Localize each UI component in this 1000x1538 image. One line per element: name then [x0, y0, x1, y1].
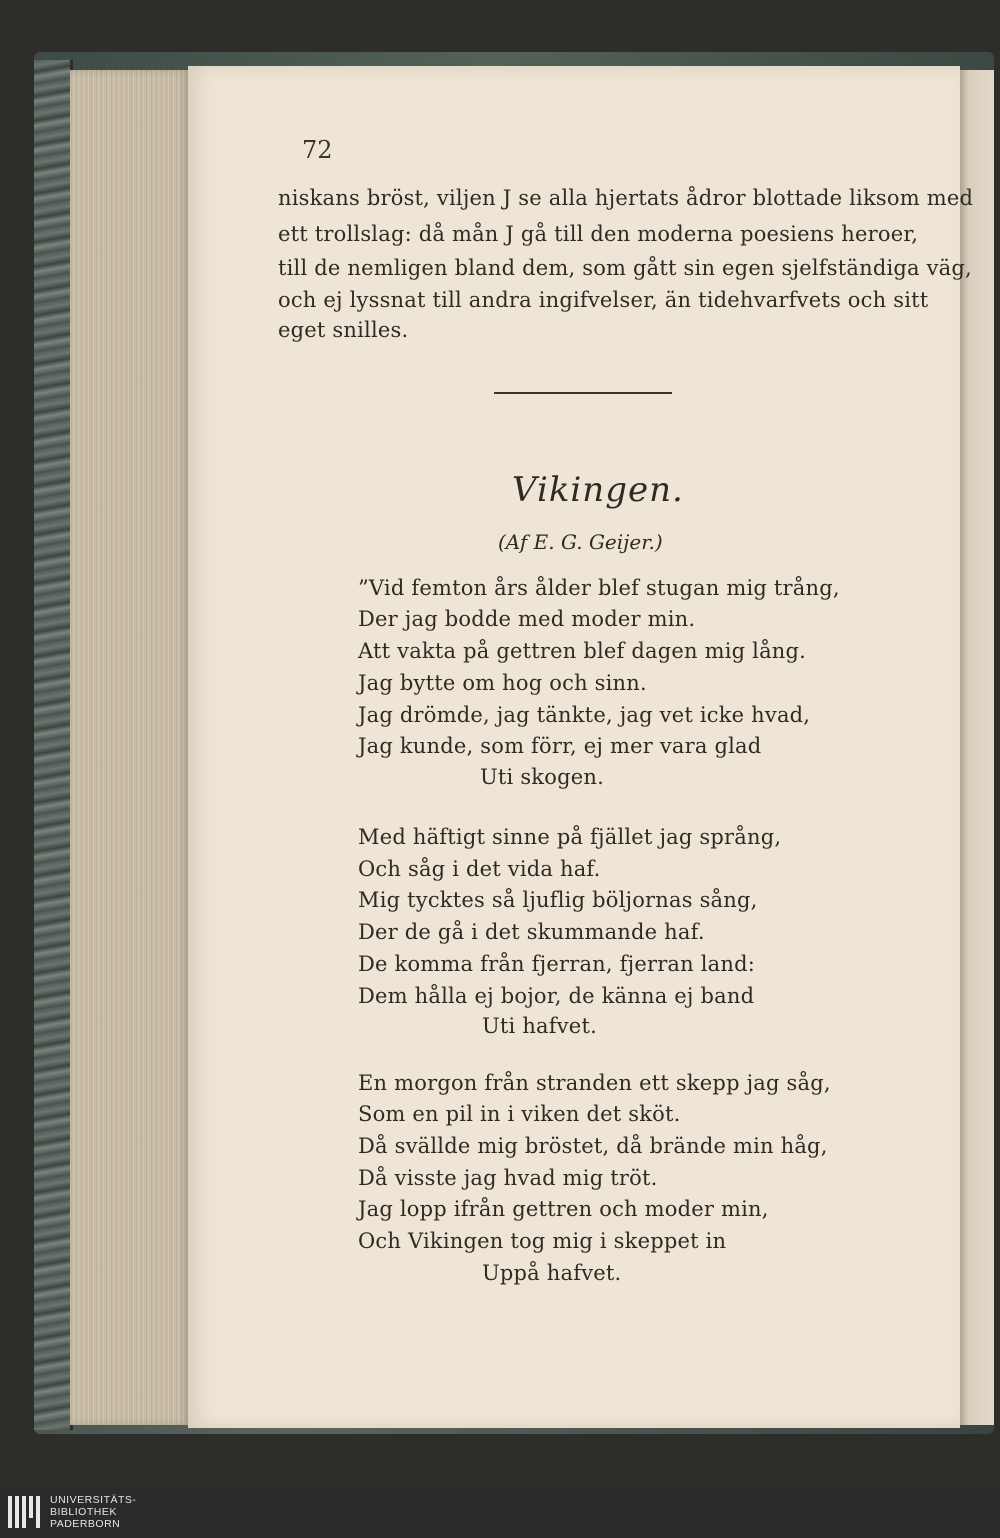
- section-divider: [494, 392, 672, 394]
- poem-line: Som en pil in i viken det sköt.: [358, 1102, 681, 1126]
- poem-line: Der de gå i det skummande haf.: [358, 920, 705, 944]
- poem-line: Jag lopp ifrån gettren och moder min,: [358, 1197, 769, 1221]
- poem-line: En morgon från stranden ett skepp jag såg,: [358, 1071, 831, 1095]
- library-name-line: PADERBORN: [50, 1518, 121, 1530]
- library-name-line: UNIVERSITÄTS-: [50, 1494, 137, 1506]
- prose-line: niskans bröst, viljen J se alla hjertats ådror blottade liksom med: [278, 186, 974, 210]
- poem-line: Mig tycktes så ljuflig böljornas sång,: [358, 888, 758, 912]
- prose-line: ett trollslag: då mån J gå till den moderna poesiens heroer,: [278, 222, 919, 246]
- poem-line: Att vakta på gettren blef dagen mig lång.: [358, 639, 807, 663]
- page-number: 72: [302, 136, 333, 164]
- poem-line: Der jag bodde med moder min.: [358, 607, 696, 631]
- prose-line: till de nemligen bland dem, som gått sin egen sjelfständiga väg,: [278, 256, 972, 280]
- poem-line: ”Vid femton års ålder blef stugan mig trång,: [358, 576, 840, 600]
- marbled-cover-edge: [34, 60, 73, 1430]
- poem-line: Då visste jag hvad mig tröt.: [358, 1166, 658, 1190]
- poem-line: Och Vikingen tog mig i skeppet in: [358, 1229, 727, 1253]
- poem-line: Då svällde mig bröstet, då brände min håg,: [358, 1134, 828, 1158]
- poem-line: Dem hålla ej bojor, de känna ej band: [358, 984, 755, 1008]
- poem-line: De komma från fjerran, fjerran land:: [358, 952, 756, 976]
- prose-line: eget snilles.: [278, 318, 409, 342]
- poem-line: Och såg i det vida haf.: [358, 857, 601, 881]
- poem-line: Jag drömde, jag tänkte, jag vet icke hvad,: [358, 703, 811, 727]
- page-stack-edge: [70, 70, 190, 1425]
- library-name: [50, 1494, 136, 1530]
- poem-title: Vikingen.: [512, 470, 684, 510]
- poem-line: Jag bytte om hog och sinn.: [358, 671, 647, 695]
- poem-author: (Af E. G. Geijer.): [498, 530, 663, 554]
- poem-refrain: Uti hafvet.: [482, 1014, 597, 1038]
- library-name-line: BIBLIOTHEK: [50, 1506, 117, 1518]
- poem-refrain: Uti skogen.: [480, 765, 604, 789]
- poem-refrain: Uppå hafvet.: [482, 1261, 622, 1285]
- prose-line: och ej lyssnat till andra ingifvelser, än tidehvarfvets och sitt: [278, 288, 929, 312]
- poem-line: Med häftigt sinne på fjället jag språng,: [358, 825, 782, 849]
- poem-line: Jag kunde, som förr, ej mer vara glad: [358, 734, 762, 758]
- library-footer: [0, 1488, 1000, 1538]
- library-logo-icon: [6, 1496, 42, 1532]
